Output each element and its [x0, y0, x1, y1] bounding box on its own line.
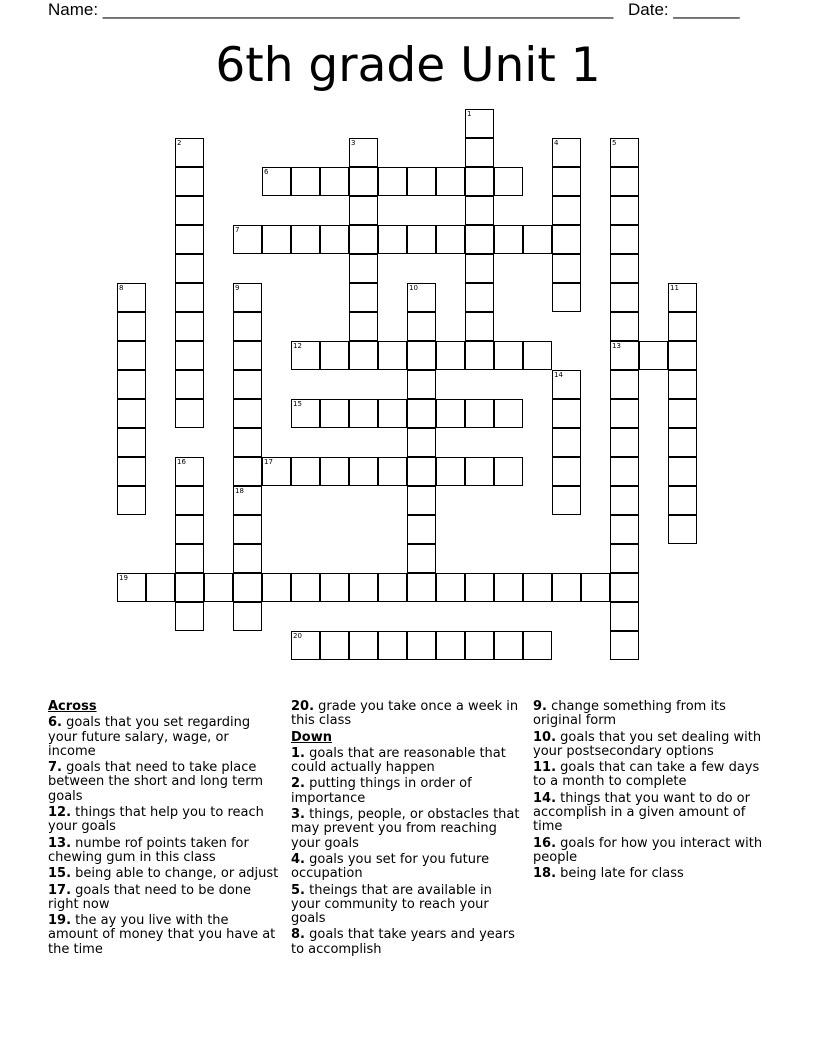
crossword-cell[interactable] [436, 573, 465, 602]
crossword-cell[interactable] [349, 196, 378, 225]
crossword-cell[interactable] [233, 225, 262, 254]
crossword-cell[interactable] [552, 573, 581, 602]
crossword-cell[interactable] [233, 544, 262, 573]
crossword-cell[interactable] [552, 225, 581, 254]
clue-number: 11. [533, 760, 557, 776]
cell-number: 5 [612, 139, 617, 147]
crossword-cell[interactable] [610, 428, 639, 457]
crossword-cell[interactable] [407, 486, 436, 515]
crossword-cell[interactable] [610, 457, 639, 486]
crossword-cell[interactable] [494, 167, 523, 196]
clue-item [291, 747, 523, 776]
crossword-cell[interactable] [291, 573, 320, 602]
crossword-cell[interactable] [407, 341, 436, 370]
crossword-cell[interactable] [552, 399, 581, 428]
clue-item [291, 777, 523, 806]
crossword-cell[interactable] [233, 602, 262, 631]
crossword-cell[interactable] [378, 399, 407, 428]
crossword-cell[interactable] [465, 399, 494, 428]
crossword-cell[interactable] [117, 573, 146, 602]
crossword-cell[interactable] [552, 138, 581, 167]
cell-number: 9 [235, 284, 240, 292]
crossword-cell[interactable] [494, 225, 523, 254]
crossword-cell[interactable] [175, 457, 204, 486]
crossword-cell[interactable] [117, 341, 146, 370]
clue-item [291, 808, 523, 851]
crossword-cell[interactable] [349, 283, 378, 312]
crossword-cell[interactable] [407, 225, 436, 254]
clue-text: goals that need to take place between the short and long term goals [48, 760, 264, 804]
crossword-cell[interactable] [494, 399, 523, 428]
crossword-cell[interactable] [175, 544, 204, 573]
crossword-cell[interactable] [291, 457, 320, 486]
crossword-cell[interactable] [465, 167, 494, 196]
crossword-cell[interactable] [552, 254, 581, 283]
crossword-cell[interactable] [494, 341, 523, 370]
clue-item [48, 837, 280, 866]
crossword-cell[interactable] [407, 544, 436, 573]
crossword-cell[interactable] [668, 283, 697, 312]
crossword-cell[interactable] [233, 486, 262, 515]
clue-number: 17. [48, 882, 72, 898]
crossword-cell[interactable] [407, 631, 436, 660]
clue-number: 3. [291, 807, 305, 823]
clue-text: change something from its original form [533, 699, 726, 729]
clue-number: 10. [533, 729, 557, 745]
crossword-cell[interactable] [610, 370, 639, 399]
crossword-cell[interactable] [291, 167, 320, 196]
clue-text: goals that are reasonable that could actually happen [291, 745, 506, 776]
crossword-cell[interactable] [349, 573, 378, 602]
cell-number: 11 [670, 284, 679, 292]
clue-number: 6. [48, 715, 62, 731]
crossword-cell[interactable] [175, 515, 204, 544]
crossword-cell[interactable] [117, 312, 146, 341]
crossword-cell[interactable] [552, 370, 581, 399]
clue-item [533, 837, 765, 866]
crossword-cell[interactable] [262, 573, 291, 602]
cell-number: 18 [235, 487, 244, 495]
crossword-cell[interactable] [610, 573, 639, 602]
cell-number: 19 [119, 574, 128, 582]
crossword-cell[interactable] [610, 225, 639, 254]
clue-text: putting things in order of importance [291, 776, 472, 806]
cell-number: 13 [612, 342, 621, 350]
clue-item [533, 792, 765, 835]
crossword-cell[interactable] [175, 283, 204, 312]
clue-text: being able to change, or adjust [75, 866, 279, 882]
crossword-cell[interactable] [436, 225, 465, 254]
crossword-cell[interactable] [320, 341, 349, 370]
crossword-cell[interactable] [117, 370, 146, 399]
crossword-cell[interactable] [668, 515, 697, 544]
crossword-cell[interactable] [465, 225, 494, 254]
cell-number: 12 [293, 342, 302, 350]
clue-text: things that you want to do or accomplish in a given amount of time [533, 790, 750, 835]
crossword-cell[interactable] [436, 167, 465, 196]
crossword-cell[interactable] [523, 573, 552, 602]
clue-number: 12. [48, 805, 72, 821]
crossword-cell[interactable] [233, 312, 262, 341]
crossword-cell[interactable] [668, 341, 697, 370]
crossword-cell[interactable] [407, 283, 436, 312]
crossword-cell[interactable] [233, 370, 262, 399]
crossword-cell[interactable] [668, 312, 697, 341]
clue-number: 18. [533, 866, 557, 882]
crossword-cell[interactable] [175, 254, 204, 283]
crossword-cell[interactable] [320, 631, 349, 660]
crossword-cell[interactable] [639, 341, 668, 370]
crossword-cell[interactable] [552, 196, 581, 225]
clue-item [291, 928, 523, 957]
crossword-cell[interactable] [320, 573, 349, 602]
crossword-cell[interactable] [378, 631, 407, 660]
clue-item [533, 761, 765, 790]
crossword-cell[interactable] [407, 167, 436, 196]
crossword-cell[interactable] [465, 457, 494, 486]
crossword-cell[interactable] [523, 341, 552, 370]
clue-item [291, 884, 523, 927]
cell-number: 8 [119, 284, 124, 292]
crossword-cell[interactable] [407, 370, 436, 399]
clue-number: 20. [291, 699, 315, 714]
crossword-cell[interactable] [465, 138, 494, 167]
crossword-cell[interactable] [262, 457, 291, 486]
crossword-cell[interactable] [552, 486, 581, 515]
crossword-cell[interactable] [117, 457, 146, 486]
cell-number: 7 [235, 226, 240, 234]
clue-item [48, 914, 280, 957]
crossword-cell[interactable] [349, 399, 378, 428]
clue-text: things, people, or obstacles that may prevent you from reaching your goals [291, 807, 520, 851]
crossword-cell[interactable] [552, 283, 581, 312]
crossword-cell[interactable] [349, 167, 378, 196]
crossword-cell[interactable] [291, 399, 320, 428]
crossword-cell[interactable] [291, 225, 320, 254]
clues-column-1 [48, 700, 280, 959]
crossword-cell[interactable] [523, 631, 552, 660]
clue-number: 9. [533, 699, 547, 714]
cell-number: 6 [264, 168, 269, 176]
crossword-cell[interactable] [349, 225, 378, 254]
crossword-cell[interactable] [320, 457, 349, 486]
clue-number: 16. [533, 835, 557, 851]
crossword-cell[interactable] [233, 573, 262, 602]
cell-number: 20 [293, 632, 302, 640]
crossword-cell[interactable] [668, 428, 697, 457]
clue-number: 8. [291, 927, 305, 943]
crossword-cell[interactable] [407, 573, 436, 602]
crossword-cell[interactable] [436, 457, 465, 486]
crossword-cell[interactable] [233, 428, 262, 457]
crossword-cell[interactable] [465, 341, 494, 370]
clue-text: goals that you set regarding your future salary, wage, or income [48, 715, 251, 759]
clue-text: goals that you set dealing with your postsecondary options [533, 729, 762, 759]
crossword-cell[interactable] [378, 341, 407, 370]
crossword-cell[interactable] [378, 573, 407, 602]
clues-column-2 [291, 700, 523, 959]
clue-number: 4. [291, 851, 305, 867]
cell-number: 3 [351, 139, 356, 147]
clues-column-3 [533, 700, 765, 884]
crossword-cell[interactable] [233, 399, 262, 428]
crossword-cell[interactable] [436, 341, 465, 370]
crossword-cell[interactable] [668, 457, 697, 486]
crossword-cell[interactable] [175, 167, 204, 196]
clue-item [48, 867, 280, 881]
crossword-cell[interactable] [610, 486, 639, 515]
clue-number: 15. [48, 866, 72, 882]
crossword-cell[interactable] [407, 399, 436, 428]
crossword-cell[interactable] [291, 341, 320, 370]
crossword-cell[interactable] [262, 225, 291, 254]
crossword-cell[interactable] [146, 573, 175, 602]
crossword-cell[interactable] [581, 573, 610, 602]
clue-text: numbe rof points taken for chewing gum in this class [48, 835, 249, 865]
crossword-cell[interactable] [204, 573, 233, 602]
crossword-cell[interactable] [668, 486, 697, 515]
crossword-cell[interactable] [175, 399, 204, 428]
crossword-cell[interactable] [610, 312, 639, 341]
clue-text: goals that need to be done right now [48, 882, 252, 912]
clue-item [291, 853, 523, 882]
crossword-cell[interactable] [407, 428, 436, 457]
crossword-cell[interactable] [610, 283, 639, 312]
clue-item [533, 867, 765, 881]
clue-item [291, 700, 523, 729]
crossword-cell[interactable] [175, 573, 204, 602]
crossword-cell[interactable] [610, 196, 639, 225]
crossword-cell[interactable] [407, 312, 436, 341]
clue-item [533, 700, 765, 729]
crossword-cell[interactable] [262, 167, 291, 196]
cell-number: 2 [177, 139, 182, 147]
crossword-cell[interactable] [610, 631, 639, 660]
clue-number: 5. [291, 882, 305, 898]
clue-text: goals that take years and years to accomplish [291, 927, 515, 957]
crossword-cell[interactable] [320, 399, 349, 428]
clue-item [48, 806, 280, 835]
clue-text: the ay you live with the amount of money that you have at the time [48, 913, 276, 957]
crossword-cell[interactable] [117, 399, 146, 428]
crossword-cell[interactable] [349, 138, 378, 167]
crossword-cell[interactable] [378, 167, 407, 196]
crossword-cell[interactable] [291, 631, 320, 660]
crossword-cell[interactable] [465, 312, 494, 341]
clue-number: 13. [48, 835, 72, 851]
clue-text: grade you take once a week in this class [291, 699, 519, 729]
crossword-cell[interactable] [610, 515, 639, 544]
crossword-cell[interactable] [610, 602, 639, 631]
crossword-cell[interactable] [407, 515, 436, 544]
clue-text: goals that can take a few days to a month to complete [533, 760, 760, 790]
crossword-cell[interactable] [117, 486, 146, 515]
clue-item [48, 884, 280, 913]
clue-text: goals you set for you future occupation [291, 851, 490, 882]
crossword-cell[interactable] [465, 254, 494, 283]
crossword-cell[interactable] [233, 515, 262, 544]
clue-number: 2. [291, 776, 305, 792]
crossword-cell[interactable] [610, 341, 639, 370]
crossword-cell[interactable] [436, 631, 465, 660]
clue-text: being late for class [560, 866, 684, 882]
crossword-cell[interactable] [233, 283, 262, 312]
cell-number: 15 [293, 400, 302, 408]
crossword-cell[interactable] [610, 167, 639, 196]
crossword-cell[interactable] [175, 196, 204, 225]
crossword-cell[interactable] [175, 602, 204, 631]
crossword-cell[interactable] [668, 399, 697, 428]
crossword-cell[interactable] [465, 573, 494, 602]
clue-text: things that help you to reach your goals [48, 805, 264, 835]
crossword-cell[interactable] [494, 631, 523, 660]
cell-number: 1 [467, 110, 472, 118]
clue-number: 7. [48, 760, 62, 776]
crossword-cell[interactable] [175, 138, 204, 167]
crossword-cell[interactable] [465, 109, 494, 138]
crossword-cell[interactable] [320, 225, 349, 254]
crossword-cell[interactable] [378, 457, 407, 486]
crossword-cell[interactable] [610, 544, 639, 573]
crossword-cell[interactable] [349, 254, 378, 283]
crossword-cell[interactable] [407, 457, 436, 486]
crossword-cell[interactable] [552, 457, 581, 486]
clue-text: theings that are available in your community to reach your goals [291, 882, 492, 927]
cell-number: 4 [554, 139, 559, 147]
across-heading: Across [48, 699, 97, 714]
clue-item [533, 731, 765, 760]
name-field-label[interactable]: Name: ______________________________________________________ [48, 0, 614, 19]
clue-item [48, 761, 280, 804]
clue-number: 1. [291, 745, 305, 761]
date-field-label[interactable]: Date: _______ [628, 0, 740, 19]
clue-item [48, 716, 280, 759]
crossword-cell[interactable] [668, 370, 697, 399]
crossword-cell[interactable] [233, 341, 262, 370]
cell-number: 14 [554, 371, 563, 379]
crossword-cell[interactable] [494, 573, 523, 602]
crossword-cell[interactable] [349, 631, 378, 660]
crossword-cell[interactable] [552, 428, 581, 457]
crossword-cell[interactable] [610, 254, 639, 283]
crossword-cell[interactable] [378, 225, 407, 254]
crossword-cell[interactable] [175, 341, 204, 370]
crossword-cell[interactable] [552, 167, 581, 196]
crossword-cell[interactable] [465, 631, 494, 660]
crossword-cell[interactable] [523, 225, 552, 254]
crossword-cell[interactable] [233, 457, 262, 486]
cell-number: 17 [264, 458, 273, 466]
clue-text: goals for how you interact with people [533, 835, 763, 865]
crossword-cell[interactable] [494, 457, 523, 486]
crossword-cell[interactable] [175, 486, 204, 515]
crossword-cell[interactable] [175, 370, 204, 399]
page-title: 6th grade Unit 1 [215, 38, 601, 93]
crossword-cell[interactable] [117, 428, 146, 457]
cell-number: 10 [409, 284, 418, 292]
clue-number: 19. [48, 913, 72, 929]
crossword-cell[interactable] [349, 457, 378, 486]
crossword-cell[interactable] [465, 196, 494, 225]
crossword-cell[interactable] [610, 399, 639, 428]
crossword-cell[interactable] [117, 283, 146, 312]
crossword-cell[interactable] [175, 225, 204, 254]
cell-number: 16 [177, 458, 186, 466]
crossword-cell[interactable] [320, 167, 349, 196]
crossword-cell[interactable] [349, 341, 378, 370]
crossword-cell[interactable] [175, 312, 204, 341]
crossword-cell[interactable] [610, 138, 639, 167]
crossword-cell[interactable] [436, 399, 465, 428]
clue-number: 14. [533, 790, 557, 806]
crossword-cell[interactable] [349, 312, 378, 341]
down-heading: Down [291, 729, 332, 745]
crossword-cell[interactable] [465, 283, 494, 312]
